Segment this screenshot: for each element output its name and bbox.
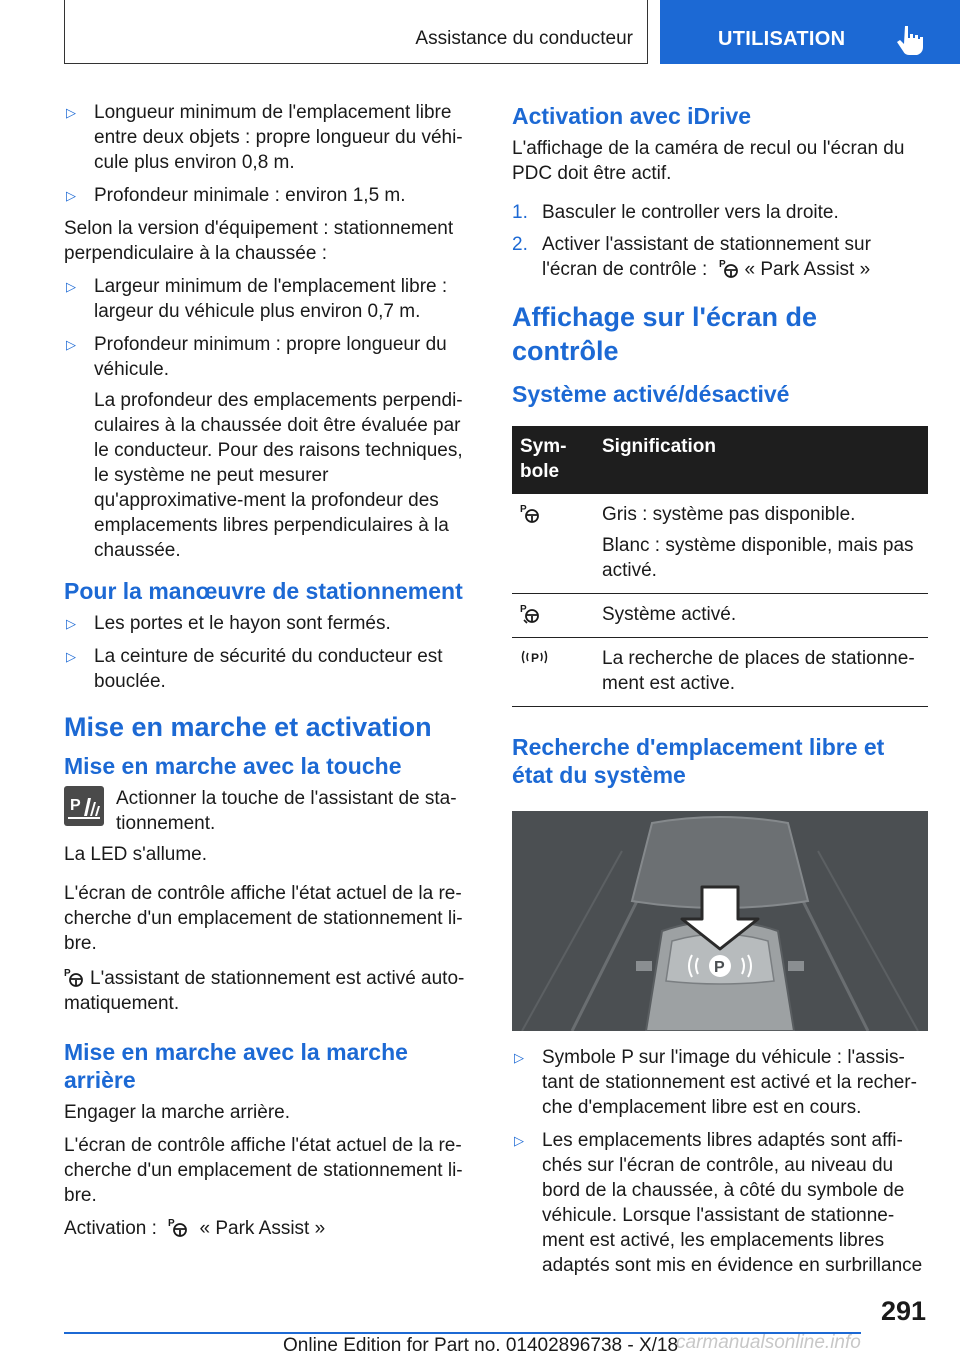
table-cell-text: La recherche de places de stationne-ment est active. (602, 648, 915, 694)
svg-text:P: P (531, 651, 540, 665)
triangle-bullet-icon: ▷ (514, 1133, 524, 1148)
table-row (512, 494, 928, 594)
car-p-symbol: P (714, 959, 725, 976)
key-instruction-text: Actionner la touche de l'assistant de sta-tionnement. (116, 788, 457, 834)
park-assist-active-icon (520, 602, 540, 624)
triangle-bullet-icon: ▷ (66, 188, 76, 203)
list-item: ▷ La ceinture de sécurité du conducteur est bouclée. (66, 646, 443, 692)
list-item: ▷ Symbole P sur l'image du véhicule : l'assis-tant de stationnement est activé et la recher-che d'emplacement libre est en cours. (514, 1047, 917, 1118)
paragraph: Selon la version d'équipement : stationnement perpendiculaire à la chaussée : (64, 218, 454, 264)
svg-text:P: P (718, 259, 726, 270)
table-cell-text: Système activé. (602, 604, 737, 625)
heading-systeme: Système activé/désactivé (512, 381, 790, 407)
table-row (512, 638, 928, 707)
paragraph: L'écran de contrôle affiche l'état actuel de la re-cherche d'un emplacement de stationnement li-bre. (64, 1135, 463, 1206)
watermark: carmanualsonline.info (676, 1332, 861, 1353)
list-item: ▷ Profondeur minimum : propre longueur du véhicule. La profondeur des emplacements perpendi-culaires à la chaussée doit être évaluée par le conducteur. Pour des raisons techniques, le système ne peut mesurer qu'approximative-ment la profondeur des emplacements libres perpendiculaires à la chaussée. (64, 332, 478, 563)
svg-text:P: P (70, 797, 81, 814)
park-assist-icon (719, 257, 739, 279)
svg-text:P: P (520, 504, 527, 515)
list-item: ▷ Les portes et le hayon sont fermés. (66, 613, 391, 634)
heading-affichage: Affichage sur l'écran de contrôle (512, 302, 818, 366)
section-title: Assistance du conducteur (415, 28, 633, 49)
header-section-box (64, 0, 648, 64)
heading-touche: Mise en marche avec la touche (64, 753, 402, 779)
paragraph: La LED s'allume. (64, 844, 208, 865)
park-assist-icon (64, 966, 84, 988)
step-item: 1. Basculer le controller vers la droite. (512, 202, 839, 223)
triangle-bullet-icon: ▷ (514, 1050, 524, 1065)
activation-line: Activation : P « Park Assist » (64, 1218, 326, 1239)
list-item: ▷ Les emplacements libres adaptés sont affi-chés sur l'écran de contrôle, au niveau du bord de la chaussée, à côté du symbole de véhicule. Lorsque l'assistant de stationne-ment est activé, les emplacements libres adaptés sont mis en évidence en surbrillance (514, 1130, 923, 1276)
park-assist-icon (520, 502, 540, 524)
park-assist-icon (168, 1216, 188, 1238)
heading-marche-arriere: Mise en marche avec la marche arrière (64, 1039, 408, 1093)
triangle-bullet-icon: ▷ (66, 105, 76, 120)
triangle-bullet-icon: ▷ (66, 337, 76, 352)
parking-search-icon (520, 646, 550, 668)
park-assist-button-icon (64, 786, 104, 826)
parking-display-image (512, 811, 928, 1031)
list-item: ▷ Longueur minimum de l'emplacement libre entre deux objets : propre longueur du véhi-cule plus environ 0,8 m. (66, 102, 463, 173)
left-column (64, 100, 478, 1249)
svg-text:P: P (520, 604, 527, 615)
page-number: 291 (880, 1296, 926, 1326)
paragraph: L'affichage de la caméra de recul ou l'écran du PDC doit être actif. (512, 138, 905, 184)
list-item: ▷ Profondeur minimale : environ 1,5 m. (66, 185, 406, 206)
auto-activation-paragraph: P L'assistant de stationnement est activé auto-matiquement. (64, 968, 465, 1014)
list-item-note: La profondeur des emplacements perpendi-culaires à la chaussée doit être évaluée par le conducteur. Pour des raisons techniques, le système ne peut mesurer qu'approximative-ment la profondeur des emplacements libres perpendiculaires à la chaussée. (94, 390, 463, 561)
right-column (512, 100, 928, 1286)
heading-manoeuvre: Pour la manœuvre de stationnement (64, 578, 463, 604)
symbol-table (512, 426, 928, 707)
list-item: ▷ Largeur minimum de l'emplacement libre : largeur du véhicule plus environ 0,7 m. (66, 276, 448, 322)
step-item: 2. Activer l'assistant de stationnement sur l'écran de contrôle : P « Park Assist » (512, 234, 871, 280)
heading-idrive: Activation avec iDrive (512, 103, 752, 129)
svg-text:P: P (168, 1218, 175, 1229)
table-cell-text: Blanc : système disponible, mais pas activé. (602, 535, 914, 581)
key-instruction (64, 786, 478, 836)
paragraph: L'écran de contrôle affiche l'état actuel de la re-cherche d'un emplacement de stationnement li-bre. (64, 883, 463, 954)
table-header-symbole: Sym-bole (512, 426, 594, 494)
triangle-bullet-icon: ▷ (66, 616, 76, 631)
hand-pointer-icon (896, 24, 924, 56)
footer-edition: Online Edition for Part no. 01402896738 - X/18 (283, 1335, 679, 1356)
triangle-bullet-icon: ▷ (66, 649, 76, 664)
table-row (512, 594, 928, 638)
svg-text:P: P (64, 968, 71, 979)
heading-mise-en-marche: Mise en marche et activation (64, 712, 432, 742)
triangle-bullet-icon: ▷ (66, 279, 76, 294)
table-cell-text: Gris : système pas disponible. (602, 504, 856, 525)
chapter-tab-label: UTILISATION (718, 28, 846, 50)
heading-recherche: Recherche d'emplacement libre et état du système (512, 734, 885, 788)
paragraph: Engager la marche arrière. (64, 1102, 290, 1123)
chapter-tab[interactable] (660, 0, 960, 64)
table-header-signification: Signification (594, 426, 928, 494)
